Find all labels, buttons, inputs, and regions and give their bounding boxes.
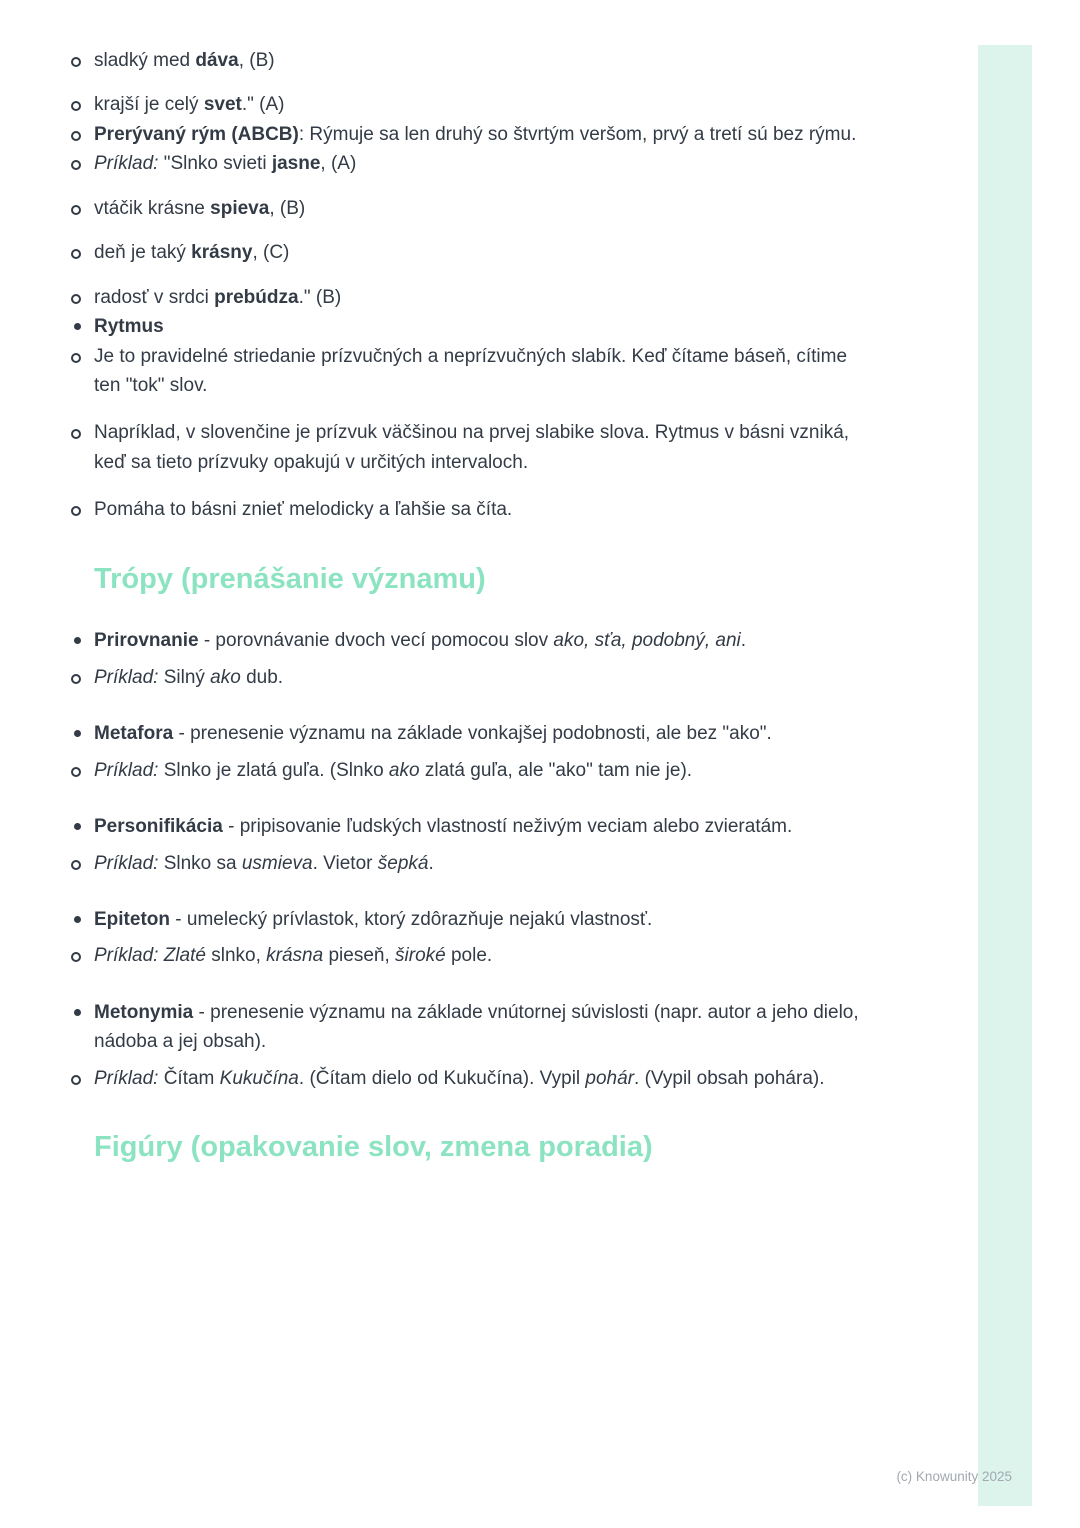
list-item-text: Prerývaný rým (ABCB): Rýmuje sa len druhý so štvrtým veršom, prvý a tretí sú bez rýmu. xyxy=(94,123,857,145)
section-heading-tropy: Trópy (prenášanie významu) xyxy=(94,562,486,595)
list-item-text: Príklad: Slnko sa usmieva. Vietor šepká. xyxy=(94,852,434,874)
example-line xyxy=(94,238,870,267)
trope-def-list xyxy=(94,812,870,841)
list-item-text: krajší je celý svet." (A) xyxy=(94,94,285,116)
preryvany-rym-examples xyxy=(94,149,870,312)
list-item-text: Personifikácia - pripisovanie ľudských vlastností neživým veciam alebo zvieratám. xyxy=(94,816,793,838)
rhyme-example-list xyxy=(94,46,870,120)
trope-definition xyxy=(94,905,870,934)
trope-def-list xyxy=(94,626,870,655)
trope-example-list xyxy=(94,663,870,692)
accent-strip xyxy=(978,45,1032,1506)
trope-group-epiteton xyxy=(94,905,870,971)
list-item-text: vtáčik krásne spieva, (B) xyxy=(94,197,306,219)
rhyme-example-line xyxy=(94,90,870,119)
page-footer: (c) Knowunity 2025 xyxy=(896,1469,1012,1484)
rytmus-point xyxy=(94,418,870,477)
list-item-text: Metafora - prenesenie významu na základe vonkajšej podobnosti, ale bez "ako". xyxy=(94,723,772,745)
trope-group-personifikacia xyxy=(94,812,870,878)
list-item-text: Napríklad, v slovenčine je prízvuk väčšinou na prvej slabike slova. Rytmus v básni vzniká, keď sa tieto prízvuky opakujú v určitých intervaloch. xyxy=(94,422,850,473)
list-item-text: sladký med dáva, (B) xyxy=(94,50,275,71)
list-item-text: Príklad: Slnko je zlatá guľa. (Slnko ako zlatá guľa, ale "ako" tam nie je). xyxy=(94,759,693,781)
rytmus-term-list xyxy=(94,312,870,341)
list-item-text: Príklad: Zlaté slnko, krásna pieseň, široké pole. xyxy=(94,945,493,967)
list-item-text: Metonymia - prenesenie významu na základe vnútornej súvislosti (napr. autor a jeho dielo, nádoba a jej obsah). xyxy=(94,1001,859,1053)
trope-example xyxy=(94,849,870,878)
list-item-text: Je to pravidelné striedanie prízvučných a neprízvučných slabík. Keď čítame báseň, cítime ten "tok" slov. xyxy=(94,345,848,396)
trope-definition xyxy=(94,626,870,655)
example-line xyxy=(94,194,870,223)
list-item-text: radosť v srdci prebúdza." (B) xyxy=(94,286,342,308)
trope-example-list xyxy=(94,756,870,785)
trope-group-metafora xyxy=(94,719,870,785)
list-item-text: Pomáha to básni znieť melodicky a ľahšie sa číta. xyxy=(94,499,513,521)
trope-def-list xyxy=(94,719,870,748)
trope-definition xyxy=(94,719,870,748)
list-item-text: Príklad: Čítam Kukučína. (Čítam dielo od Kukučína). Vypil pohár. (Vypil obsah pohára). xyxy=(94,1067,825,1089)
rhyme-example-line xyxy=(94,46,870,75)
list-item-text: Rytmus xyxy=(94,316,164,338)
example-line xyxy=(94,283,870,312)
trope-definition xyxy=(94,812,870,841)
trope-example-list xyxy=(94,849,870,878)
trope-example-list xyxy=(94,1064,870,1093)
preryvany-rym-list xyxy=(94,120,870,149)
list-item-text: Príklad: "Slnko svieti jasne, (A) xyxy=(94,153,357,175)
rytmus-point xyxy=(94,495,870,524)
list-item-text: deň je taký krásny, (C) xyxy=(94,242,290,264)
rytmus-point xyxy=(94,342,870,401)
trope-group-prirovnanie xyxy=(94,626,870,692)
trope-example xyxy=(94,756,870,785)
rytmus-term xyxy=(94,312,870,341)
trope-group-metonymia xyxy=(94,998,870,1093)
preryvany-rym-definition xyxy=(94,120,870,149)
trope-example xyxy=(94,941,870,970)
example-line xyxy=(94,149,870,178)
rytmus-points-list xyxy=(94,342,870,525)
trope-def-list xyxy=(94,998,870,1057)
trope-def-list xyxy=(94,905,870,934)
list-item-text: Prirovnanie - porovnávanie dvoch vecí pomocou slov ako, sťa, podobný, ani. xyxy=(94,630,747,652)
trope-example xyxy=(94,663,870,692)
section-heading-figury: Figúry (opakovanie slov, zmena poradia) xyxy=(94,1131,653,1164)
list-item-text: Epiteton - umelecký prívlastok, ktorý zdôrazňuje nejakú vlastnosť. xyxy=(94,909,653,930)
trope-example xyxy=(94,1064,870,1093)
list-item-text: Príklad: Silný ako dub. xyxy=(94,666,284,688)
trope-example-list xyxy=(94,941,870,970)
trope-definition xyxy=(94,998,870,1057)
